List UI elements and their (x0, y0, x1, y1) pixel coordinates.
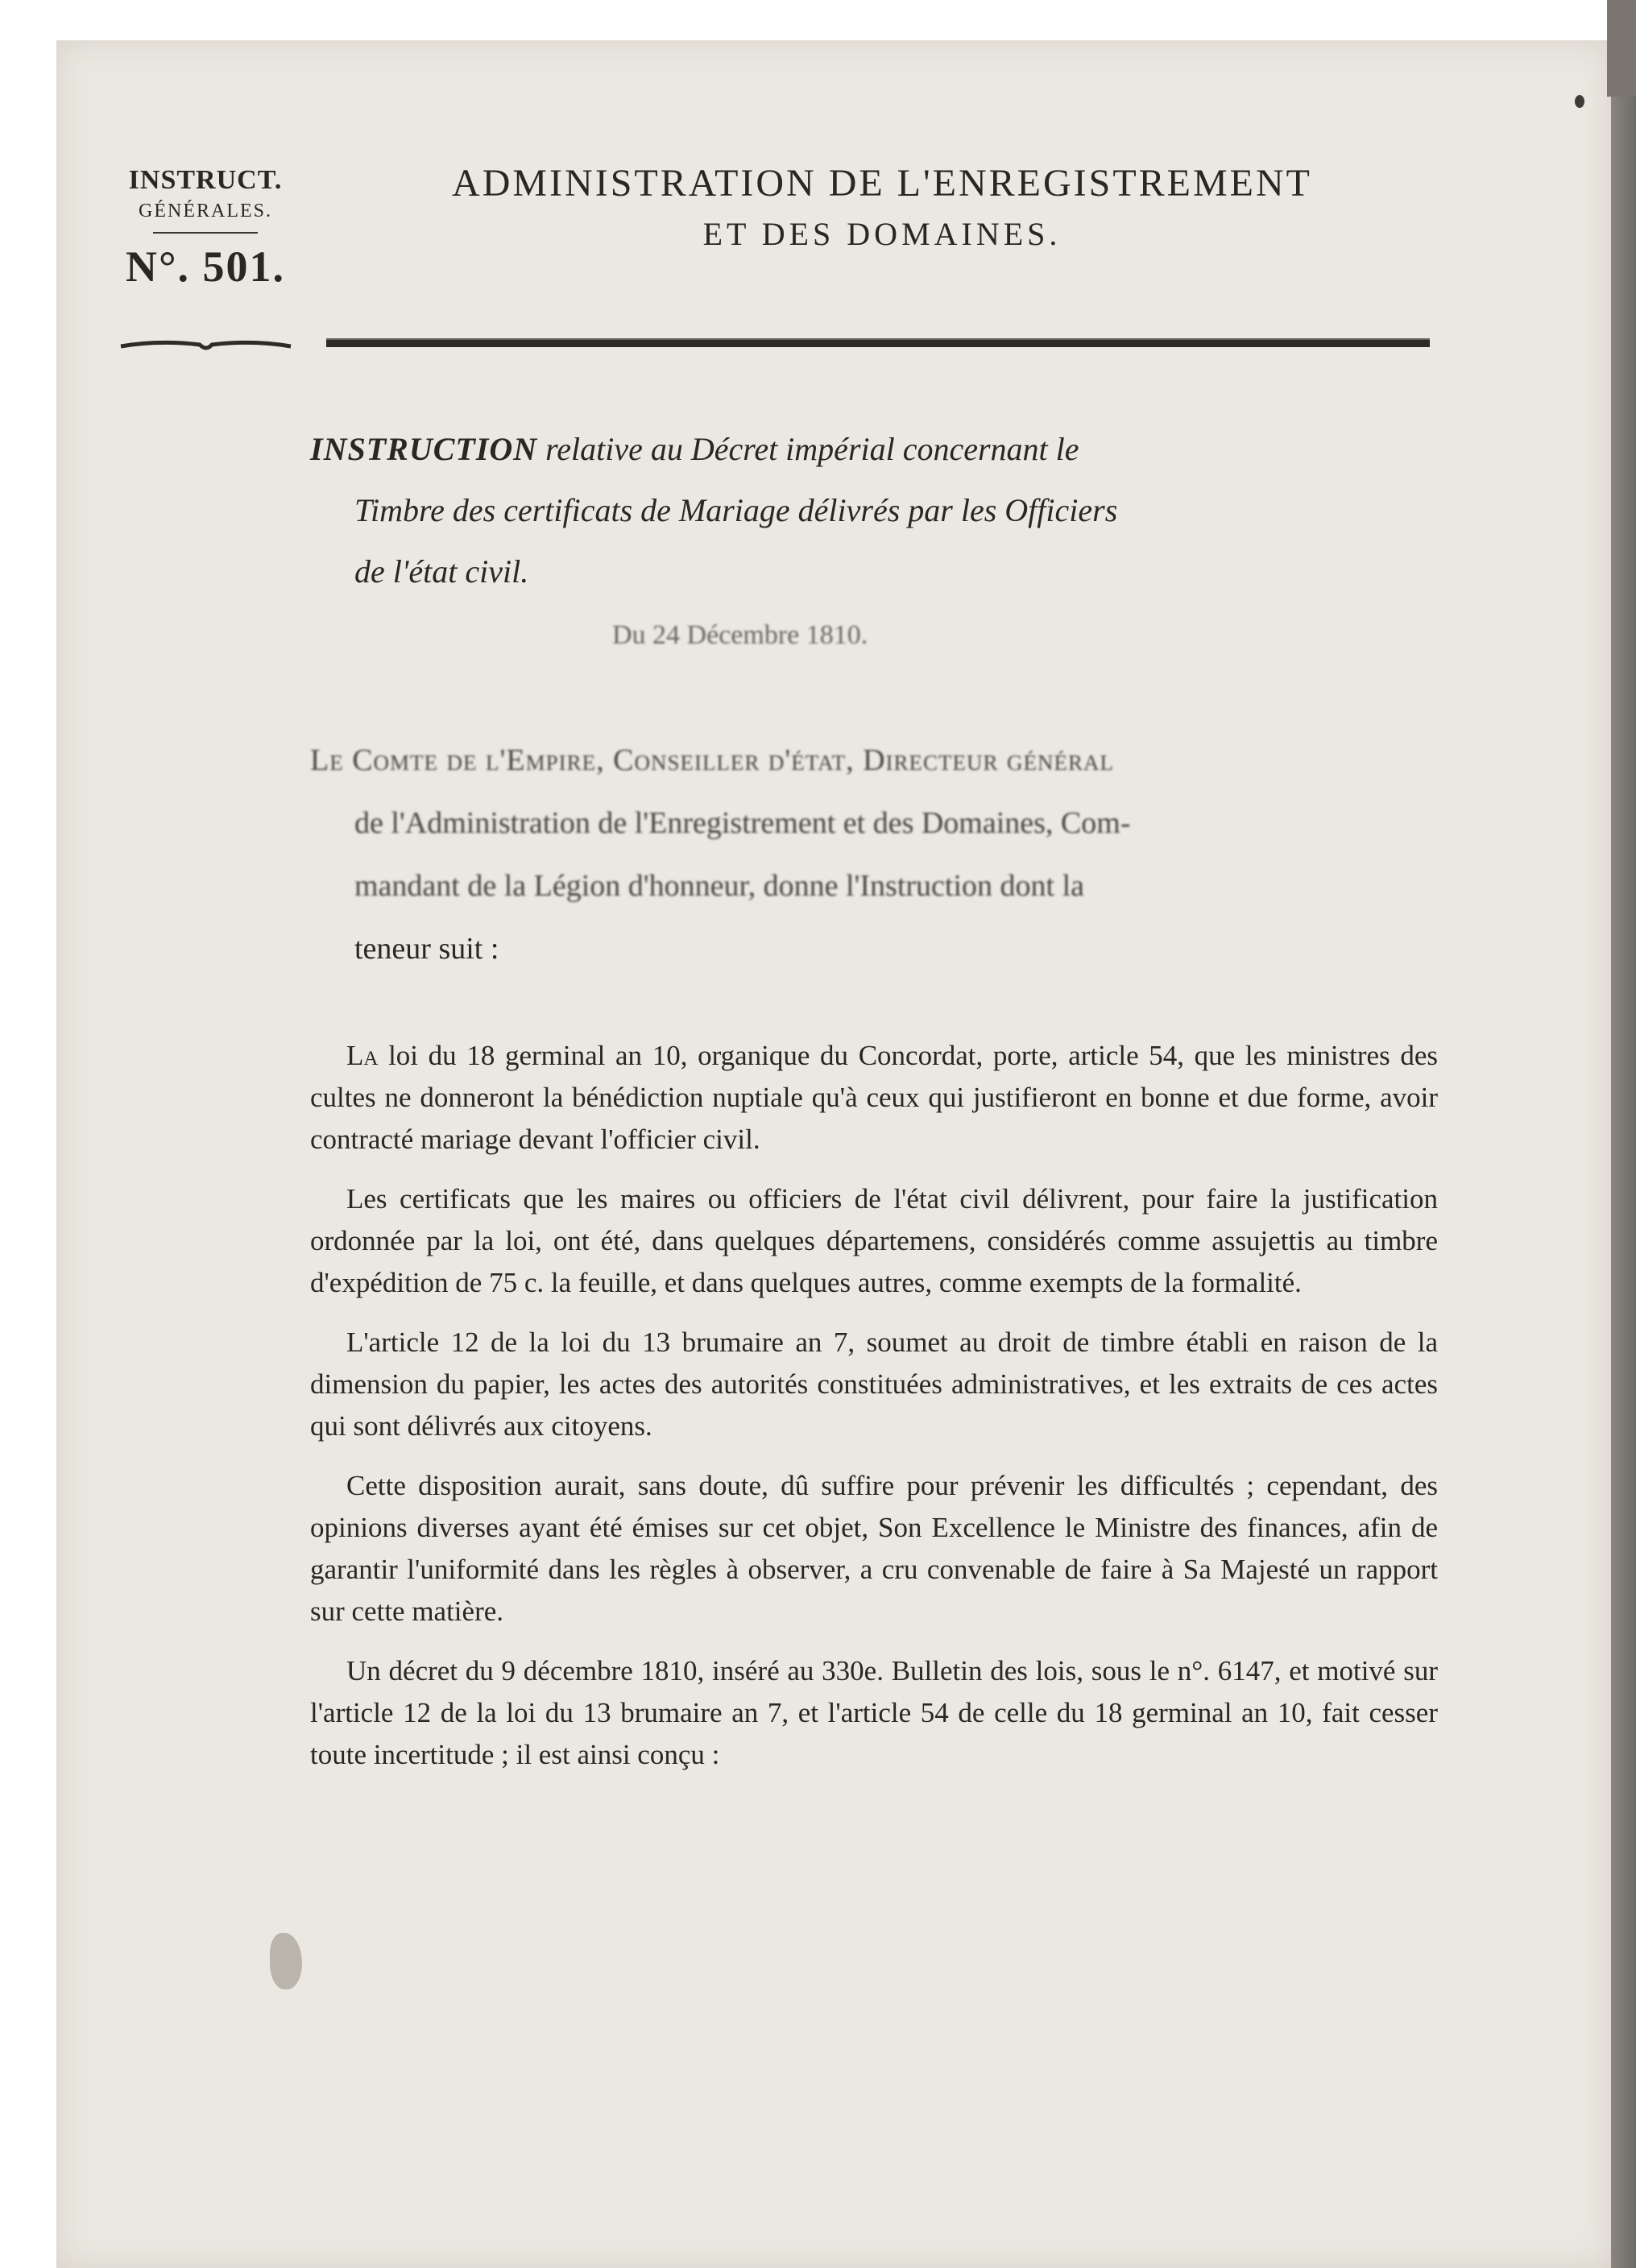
paragraph (310, 1035, 1438, 1161)
document-title (322, 161, 1442, 253)
paragraph: Les certificats que les maires ou officiers de l'état civil délivrent, pour faire la justification ordonnée par la loi, ont été, dans quelques départemens, considérés comme assujettis au timbre d'expédition de 75 c. la feuille, et dans quelques autres, comme exempts de la formalité. (310, 1183, 1438, 1298)
title-rule (326, 338, 1430, 347)
title-line2: ET DES DOMAINES. (702, 216, 1062, 252)
subject-line3: de l'état civil. (354, 553, 529, 590)
torn-corner (1607, 0, 1636, 97)
subject-line1-text: relative au Décret impérial concernant le (537, 431, 1079, 467)
preamble-line1: Le Comte de l'Empire, Conseiller d'état, Directeur général (310, 743, 1115, 777)
paragraph: Cette disposition aurait, sans doute, dû suffire pour prévenir les difficultés ; cependant, des opinions diverses ayant été émises sur cet objet, Son Excellence le Ministre des finances, afin de garantir l'uniformité dans les règles à observer, a cru convenable de faire à Sa Majesté un rapport sur cette matière. (310, 1470, 1438, 1627)
ink-stain (1575, 95, 1584, 108)
subject-lead: INSTRUCTION (310, 431, 538, 467)
subject-line1 (310, 419, 1438, 480)
preamble-line2: de l'Administration de l'Enregistrement et des Domaines, Com- (354, 806, 1131, 840)
flourish-ornament (119, 337, 292, 354)
instruction-date: Du 24 Décembre 1810. (612, 620, 868, 650)
title-line1: ADMINISTRATION DE L'ENREGISTREMENT (452, 162, 1312, 205)
paragraph: Un décret du 9 décembre 1810, inséré au 330e. Bulletin des lois, sous le n°. 6147, et motivé sur l'article 12 de la loi du 13 brumaire an 7, et l'article 54 de celle du 18 germinal an 10, fait cesser toute incertitude ; il est ainsi conçu : (310, 1655, 1438, 1770)
side-header-rule (153, 232, 258, 234)
subject-line2: Timbre des certificats de Mariage délivrés par les Officiers (354, 492, 1118, 528)
preamble-line4: teneur suit : (354, 932, 499, 966)
paragraph-lead: La (346, 1040, 379, 1071)
instruction-number: N°. 501. (125, 242, 286, 291)
preamble-line3: mandant de la Légion d'honneur, donne l'Instruction dont la (354, 869, 1085, 903)
background-edge (1611, 0, 1636, 2268)
side-header (113, 165, 298, 292)
paragraph-text: loi du 18 germinal an 10, organique du Concordat, porte, article 54, que les ministres des cultes ne donneront la bénédiction nuptiale qu'à ceux qui justifieront en bonne et due forme, avoir contracté mariage devant l'officier civil. (310, 1040, 1438, 1155)
side-header-line1: INSTRUCT. (128, 165, 283, 195)
paragraph: L'article 12 de la loi du 13 brumaire an 7, soumet au droit de timbre établi en raison de la dimension du papier, les actes des autorités constituées administratives, et les extraits de ces actes qui sont délivrés aux citoyens. (310, 1326, 1438, 1442)
body-text (310, 1035, 1438, 1794)
instruction-subject (310, 419, 1438, 602)
side-header-line2: GÉNÉRALES. (139, 201, 272, 221)
preamble (310, 729, 1438, 980)
